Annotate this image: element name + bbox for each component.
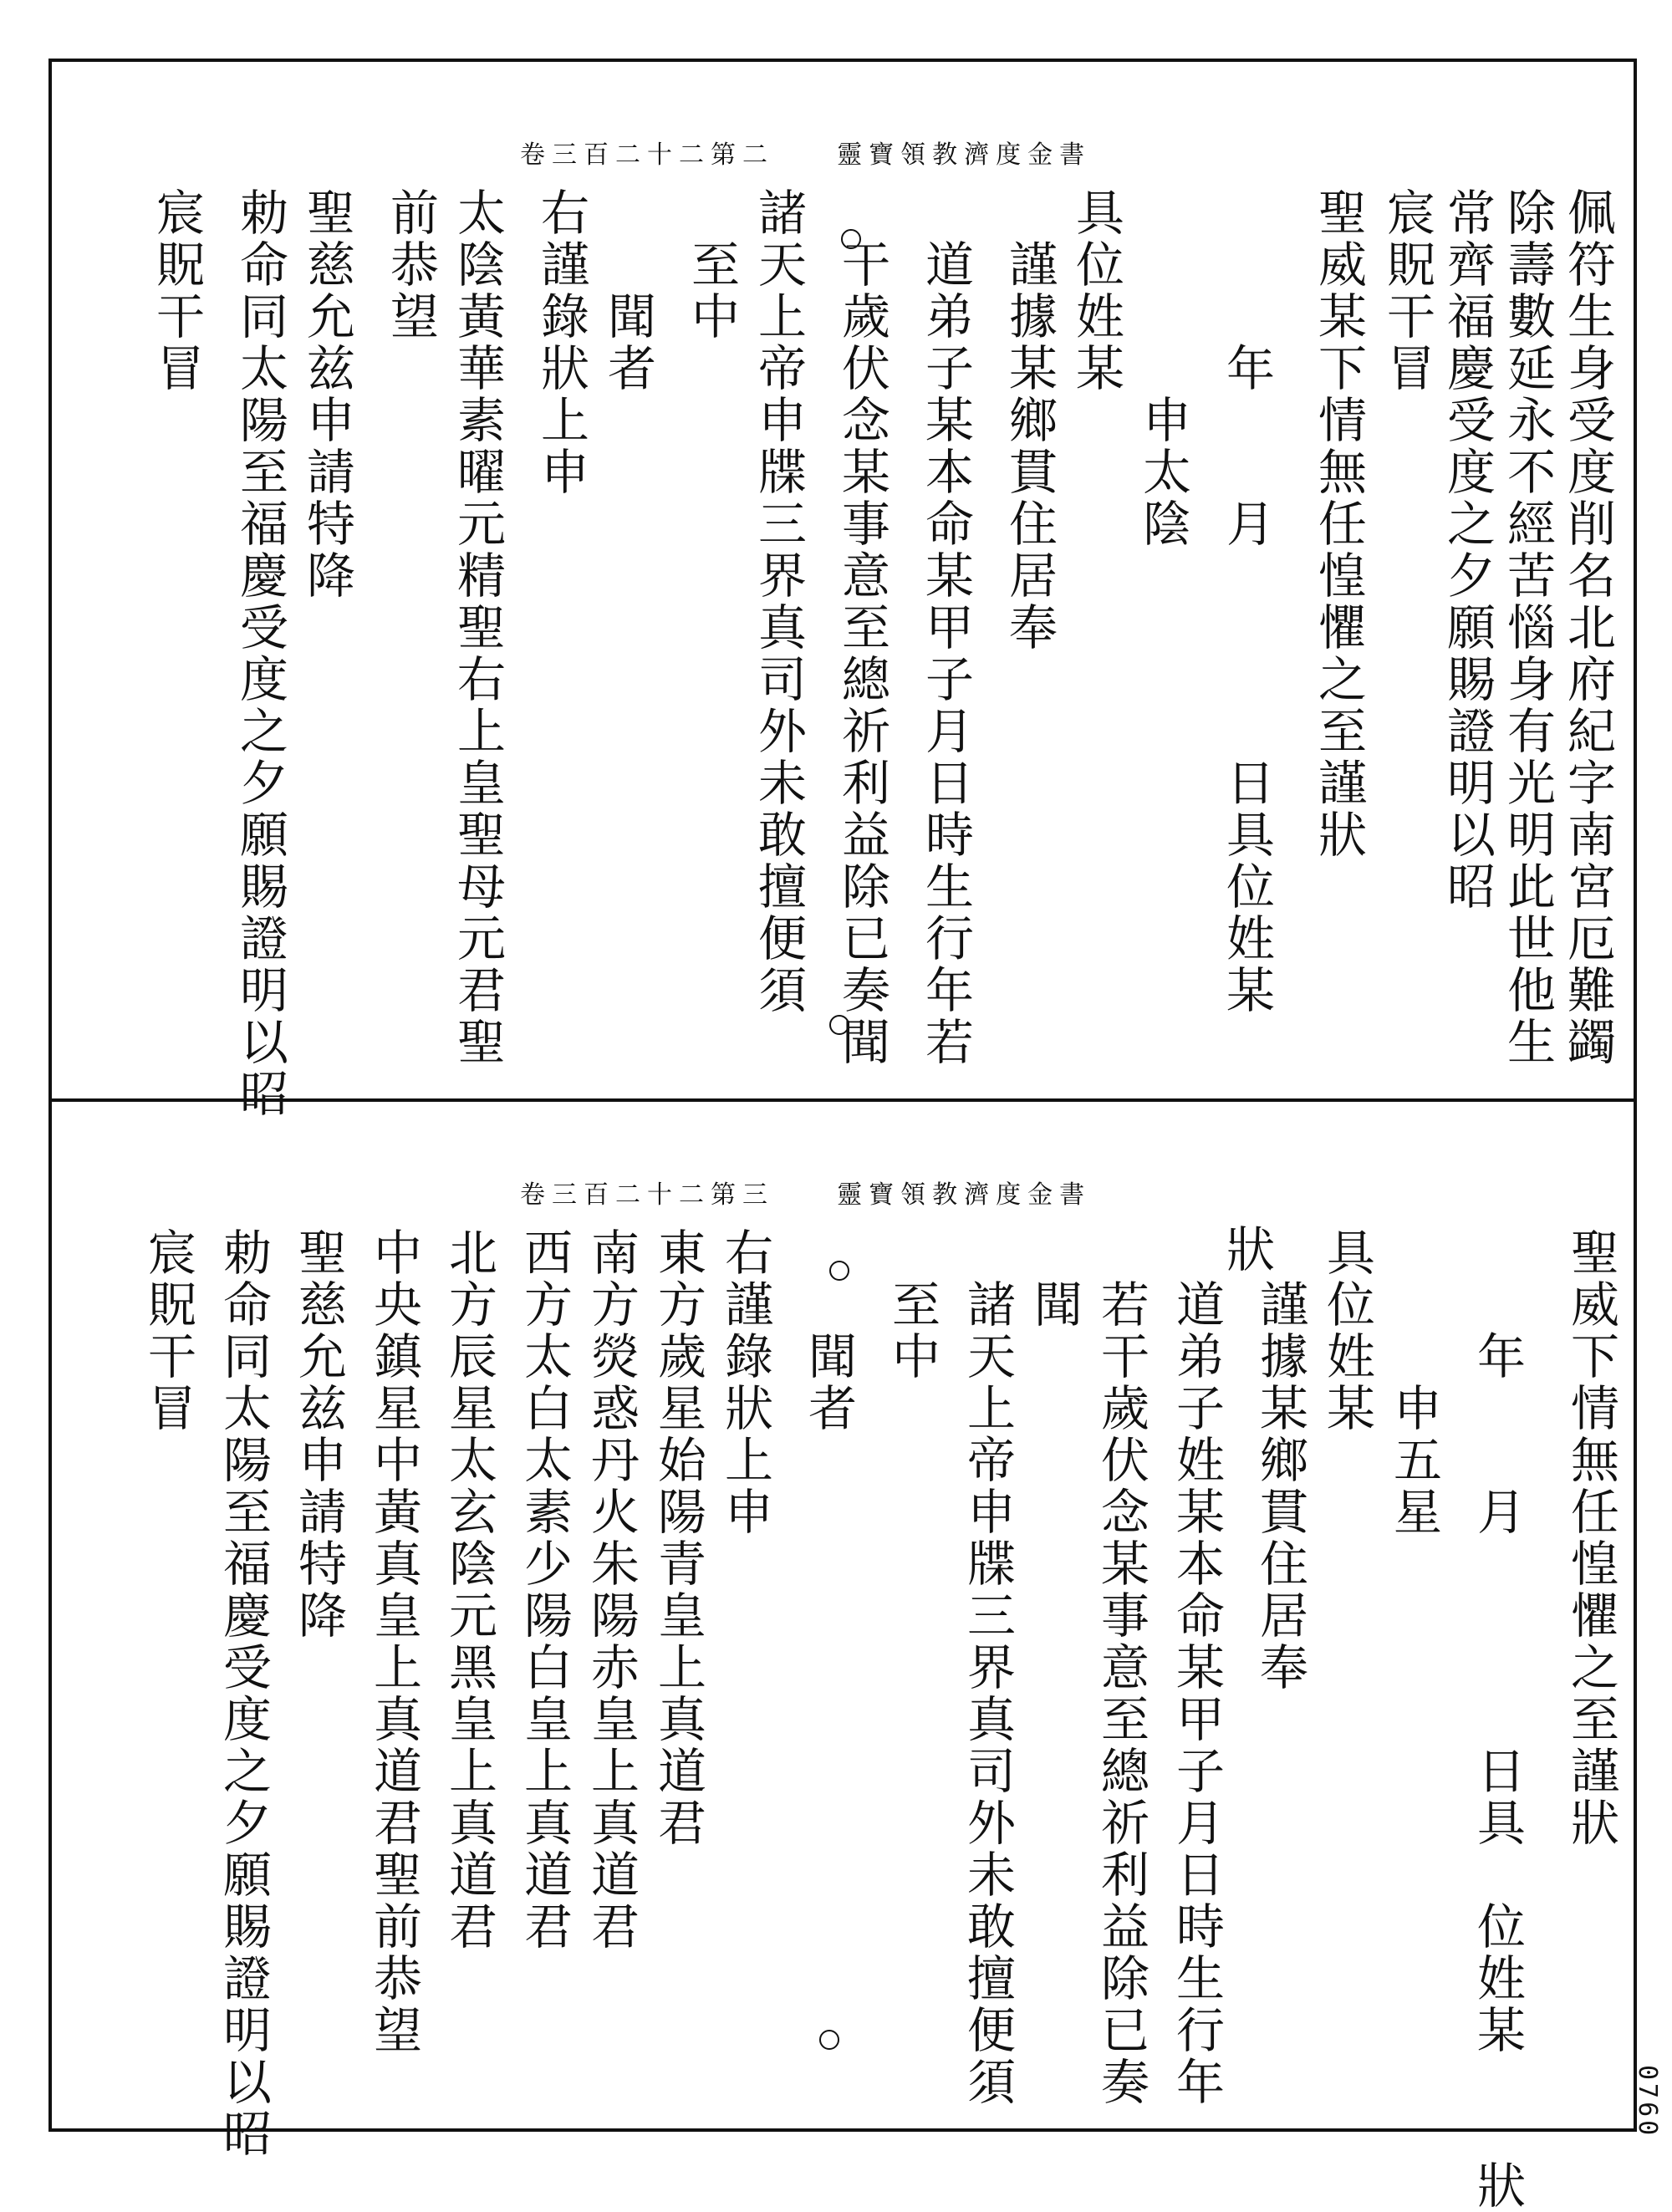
text-column: 聞者	[800, 1227, 857, 1435]
text-column: 勅命同太陽至福慶受度之夕願賜證明以昭	[215, 1227, 272, 2160]
text-column: 道弟子姓某本命某甲子月日時生行年	[1168, 1227, 1225, 2108]
circle-mark	[829, 1015, 849, 1035]
text-column: 若干歲伏念某事意至總祈利益除已奏	[1093, 1227, 1150, 2108]
text-column: 申五星	[1385, 1227, 1442, 1538]
text-column: 申太陰	[1134, 187, 1191, 550]
text-column: 南方熒惑丹火朱陽赤皇上真道君	[583, 1227, 640, 1953]
text-column: 諸天上帝申牒三界真司外未敢擅便須	[750, 187, 807, 1017]
text-column: 西方太白太素少陽白皇上真道君	[516, 1227, 573, 1953]
text-column: 太陰黃華素曜元精聖右上皇聖母元君聖	[449, 187, 506, 1068]
text-column: 宸貺干冒	[1379, 187, 1435, 395]
text-column: 中央鎮星中黃真皇上真道君聖前恭望	[365, 1227, 422, 2057]
text-column: 具位姓某	[1318, 1227, 1375, 1435]
text-column: 右謹錄狀上申	[716, 1227, 773, 1538]
top-header-volume: 卷三百二十二第二	[520, 140, 774, 170]
text-column: 東方歲星始陽青皇上真道君	[650, 1227, 706, 1849]
text-column: 諸天上帝申牒三界真司外未敢擅便須	[959, 1227, 1016, 2108]
circle-mark	[829, 1261, 849, 1281]
text-column: 勅命同太陽至福慶受度之夕願賜證明以昭	[232, 187, 288, 1120]
text-column: 聖慈允兹申請特降	[290, 1227, 347, 1642]
text-column: 年 月 日具 位姓某 狀	[1469, 1227, 1526, 2212]
text-column: 謹據某鄉貫住居奉	[1001, 187, 1058, 654]
text-column: 北方辰星太玄陰元黑皇上真道君	[441, 1227, 497, 1953]
text-column: 宸貺干冒	[140, 1227, 196, 1435]
text-column: 前恭望	[382, 187, 439, 343]
top-running-header	[520, 134, 1091, 171]
text-column: 聖慈允兹申請特降	[298, 187, 355, 602]
text-column: 謹據某鄉貫住居奉	[1251, 1227, 1308, 1694]
text-column: 聖威下情無任惶懼之至謹狀	[1562, 1227, 1619, 1849]
text-column: 至中	[683, 187, 740, 343]
bottom-page	[52, 1102, 1634, 2212]
bottom-header-volume: 卷三百二十二第三	[520, 1180, 774, 1210]
circle-mark	[819, 2030, 839, 2050]
circle-mark	[841, 229, 861, 249]
page-number: 0760	[1633, 2064, 1662, 2138]
text-column: 年 月 日具位姓某 狀	[1218, 187, 1275, 1276]
text-column: 佩符生身受度削名北府紀字南宮厄難蠲	[1559, 187, 1616, 1068]
text-column: 聖威某下情無任惶懼之至謹狀	[1310, 187, 1367, 861]
text-column: 右謹錄狀上申	[533, 187, 589, 498]
top-header-title: 靈寶領教濟度金書	[837, 140, 1092, 170]
text-column: 具位姓某	[1068, 187, 1124, 395]
bottom-running-header	[520, 1174, 1091, 1210]
text-column: 至中	[884, 1227, 940, 1383]
bottom-header-title: 靈寶領教濟度金書	[837, 1180, 1092, 1210]
text-column: 道弟子某本命某甲子月日時生行年若	[917, 187, 974, 1068]
text-column: 聞者	[599, 187, 656, 395]
text-column: 干歲伏念某事意至總祈利益除已奏聞	[833, 187, 890, 1068]
text-column: 宸貺干冒	[148, 187, 205, 395]
text-column: 聞	[1026, 1227, 1083, 1331]
text-column: 常齊福慶受度之夕願賜證明以昭	[1439, 187, 1496, 913]
text-column: 除壽數延永不經苦惱身有光明此世他生	[1499, 187, 1556, 1068]
